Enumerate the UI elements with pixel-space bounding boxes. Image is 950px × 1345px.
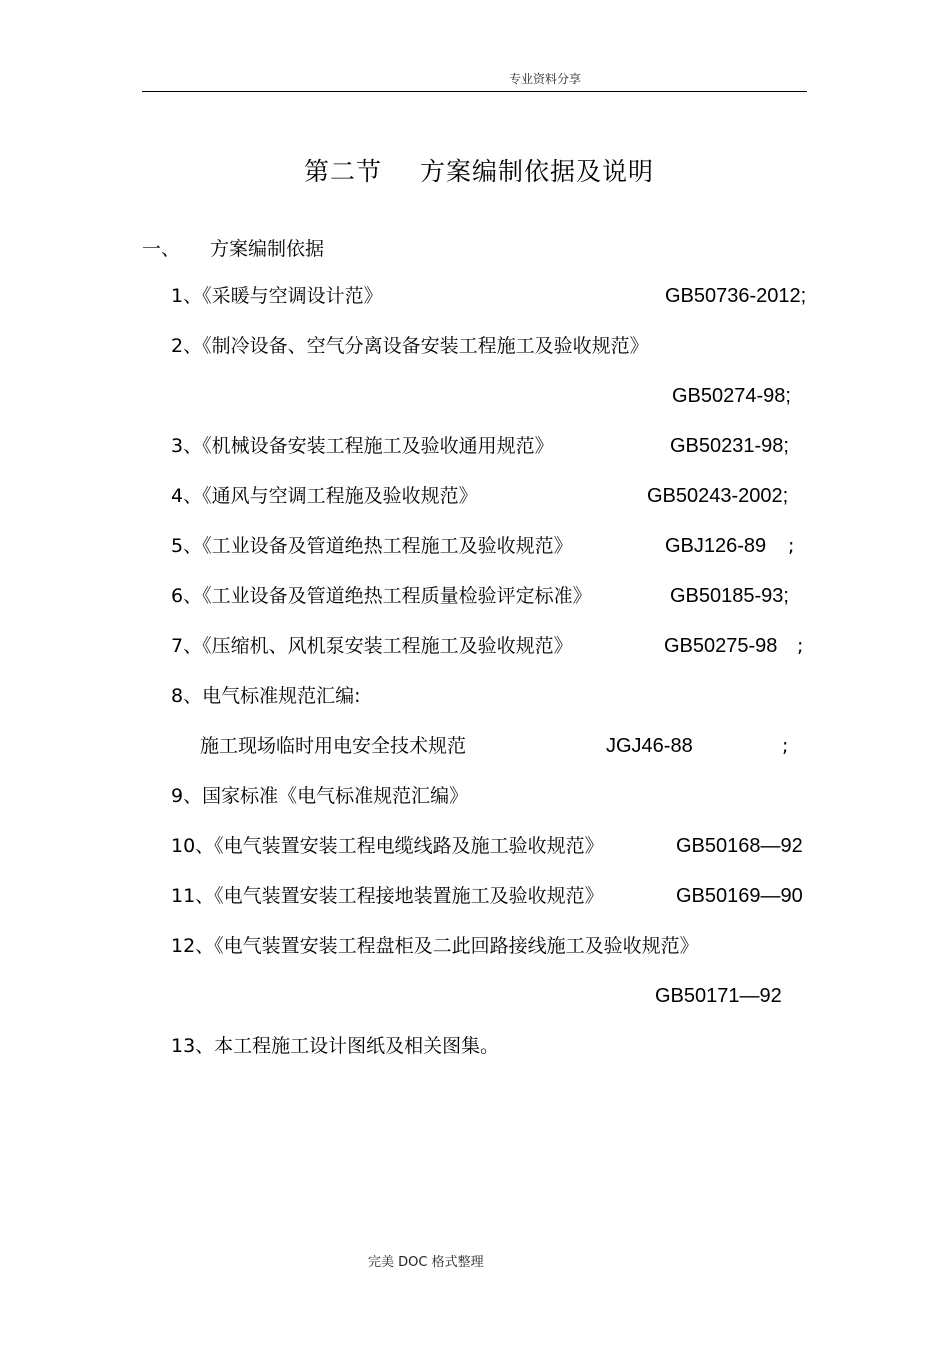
list-item-label: 1、《采暖与空调设计范》 bbox=[171, 285, 383, 307]
list-subitem-label: 施工现场临时用电安全技术规范 bbox=[200, 735, 467, 757]
list-item-code: GB50274-98; bbox=[672, 385, 791, 407]
list-item-label: 10、《电气装置安装工程电缆线路及施工验收规范》 bbox=[171, 835, 604, 857]
list-item-code: GB50243-2002; bbox=[647, 485, 789, 507]
header-divider bbox=[142, 91, 807, 92]
list-item-code: GB50275-98 bbox=[664, 635, 778, 657]
page-footer-text: 完美 DOC 格式整理 bbox=[368, 1255, 484, 1270]
list-item-code: GB50168—92 bbox=[676, 835, 803, 857]
list-item-semicolon: ; bbox=[797, 635, 804, 657]
list-item-label: 3、《机械设备安装工程施工及验收通用规范》 bbox=[171, 435, 554, 457]
page-header-text: 专业资料分享 bbox=[509, 72, 582, 86]
list-item-label: 12、《电气装置安装工程盘柜及二此回路接线施工及验收规范》 bbox=[171, 935, 699, 957]
list-item-semicolon: ; bbox=[788, 535, 795, 557]
list-subitem-code: JGJ46-88 bbox=[606, 735, 693, 757]
list-item-label: 7、《压缩机、风机泵安装工程施工及验收规范》 bbox=[171, 635, 573, 657]
list-item-label: 13、本工程施工设计图纸及相关图集。 bbox=[171, 1035, 500, 1057]
list-item-code: GBJ126-89 bbox=[665, 535, 767, 557]
list-item-label: 9、国家标准《电气标准规范汇编》 bbox=[171, 785, 469, 807]
section-number: 一、 bbox=[142, 238, 181, 260]
list-item-code: GB50169—90 bbox=[676, 885, 803, 907]
section-title: 方案编制依据 bbox=[210, 238, 325, 260]
list-item-code: GB50736-2012; bbox=[665, 285, 807, 307]
list-item-label: 2、《制冷设备、空气分离设备安装工程施工及验收规范》 bbox=[171, 335, 649, 357]
list-item-label: 5、《工业设备及管道绝热工程施工及验收规范》 bbox=[171, 535, 573, 557]
list-item-label: 4、《通风与空调工程施及验收规范》 bbox=[171, 485, 478, 507]
list-item-code: GB50171—92 bbox=[655, 985, 782, 1007]
list-item-code: GB50231-98; bbox=[670, 435, 789, 457]
list-item-label: 8、电气标准规范汇编: bbox=[171, 685, 361, 707]
list-subitem-semicolon: ; bbox=[782, 735, 789, 757]
list-item-label: 6、《工业设备及管道绝热工程质量检验评定标准》 bbox=[171, 585, 592, 607]
chapter-number: 第二节 bbox=[304, 157, 383, 186]
list-item-label: 11、《电气装置安装工程接地装置施工及验收规范》 bbox=[171, 885, 604, 907]
chapter-title: 方案编制依据及说明 bbox=[420, 157, 655, 186]
list-item-code: GB50185-93; bbox=[670, 585, 789, 607]
